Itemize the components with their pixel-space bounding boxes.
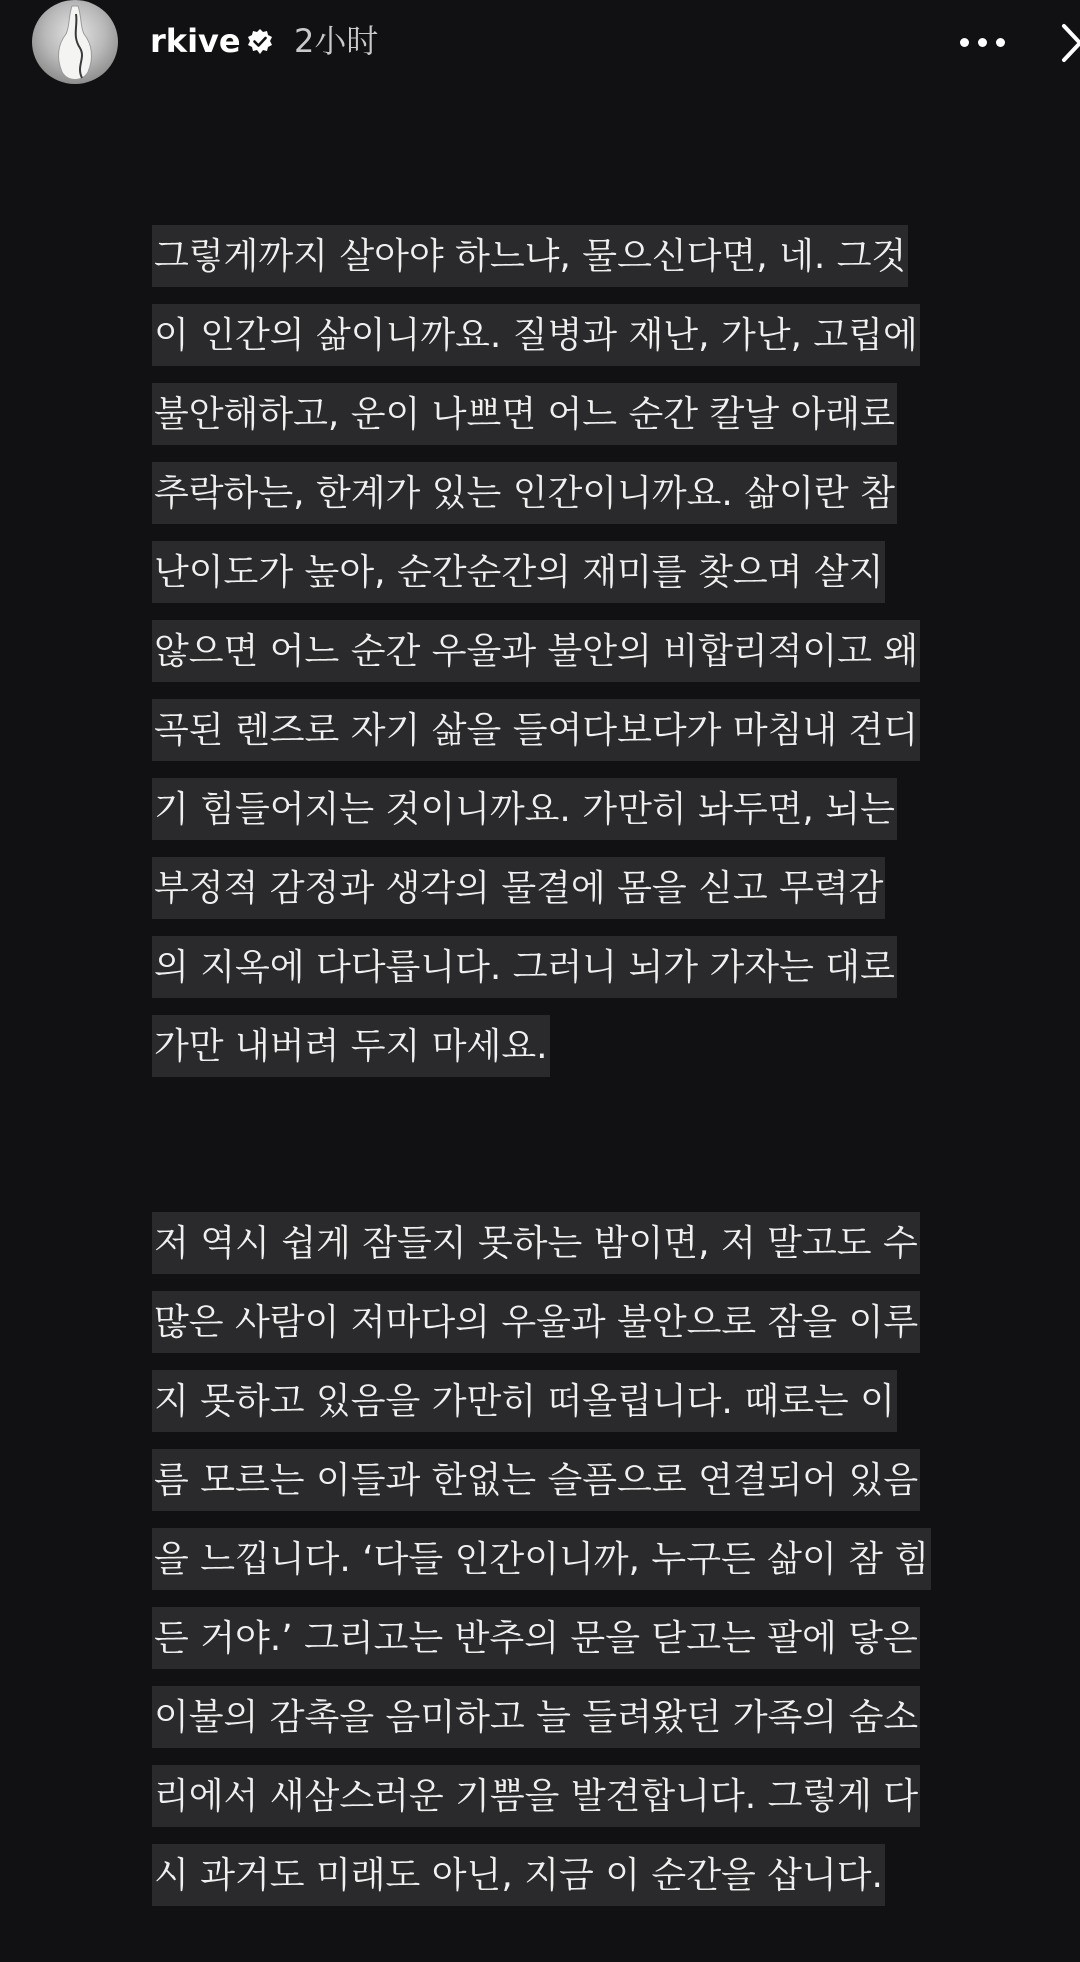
text-line: 지 못하고 있음을 가만히 떠올립니다. 때로는 이 (152, 1370, 992, 1449)
more-dots-icon (960, 38, 969, 47)
text-line: 이불의 감촉을 음미하고 늘 들려왔던 가족의 숨소 (152, 1686, 992, 1765)
text-line: 을 느낍니다. ‘다들 인간이니까, 누구든 삶이 참 힘 (152, 1528, 992, 1607)
username[interactable]: rkive (150, 22, 241, 60)
avatar[interactable] (32, 0, 118, 84)
text-line: 그렇게까지 살아야 하느냐, 물으신다면, 네. 그것 (152, 225, 992, 304)
text-line: 리에서 새삼스러운 기쁨을 발견합니다. 그렇게 다 (152, 1765, 992, 1844)
text-line: 부정적 감정과 생각의 물결에 몸을 싣고 무력감 (152, 857, 992, 936)
story-paragraph-1 (152, 225, 992, 1094)
text-line: 름 모르는 이들과 한없는 슬픔으로 연결되어 있음 (152, 1449, 992, 1528)
text-line: 불안해하고, 운이 나쁘면 어느 순간 칼날 아래로 (152, 383, 992, 462)
text-line: 시 과거도 미래도 아닌, 지금 이 순간을 삽니다. (152, 1844, 992, 1923)
more-dots-icon (996, 38, 1005, 47)
close-icon[interactable] (1056, 16, 1080, 70)
story-text (152, 225, 992, 1923)
text-line: 않으면 어느 순간 우울과 불안의 비합리적이고 왜 (152, 620, 992, 699)
text-line: 많은 사람이 저마다의 우울과 불안으로 잠을 이루 (152, 1291, 992, 1370)
text-line: 추락하는, 한계가 있는 인간이니까요. 삶이란 참 (152, 462, 992, 541)
more-options-button[interactable] (956, 22, 1012, 62)
text-line: 저 역시 쉽게 잠들지 못하는 밤이면, 저 말고도 수 (152, 1212, 992, 1291)
more-dots-icon (978, 38, 987, 47)
story-paragraph-2 (152, 1212, 992, 1923)
verified-badge-icon (246, 28, 274, 56)
text-line: 든 거야.’ 그리고는 반추의 문을 닫고는 팔에 닿은 (152, 1607, 992, 1686)
text-line: 가만 내버려 두지 마세요. (152, 1015, 992, 1094)
text-line: 곡된 렌즈로 자기 삶을 들여다보다가 마침내 견디 (152, 699, 992, 778)
paragraph-gap (152, 1094, 992, 1212)
text-line: 이 인간의 삶이니까요. 질병과 재난, 가난, 고립에 (152, 304, 992, 383)
vase-avatar-icon (32, 0, 118, 84)
post-time: 2小时 (294, 22, 379, 60)
text-line: 의 지옥에 다다릅니다. 그러니 뇌가 가자는 대로 (152, 936, 992, 1015)
text-line: 난이도가 높아, 순간순간의 재미를 찾으며 살지 (152, 541, 992, 620)
story-header (0, 0, 1080, 84)
text-line: 기 힘들어지는 것이니까요. 가만히 놔두면, 뇌는 (152, 778, 992, 857)
